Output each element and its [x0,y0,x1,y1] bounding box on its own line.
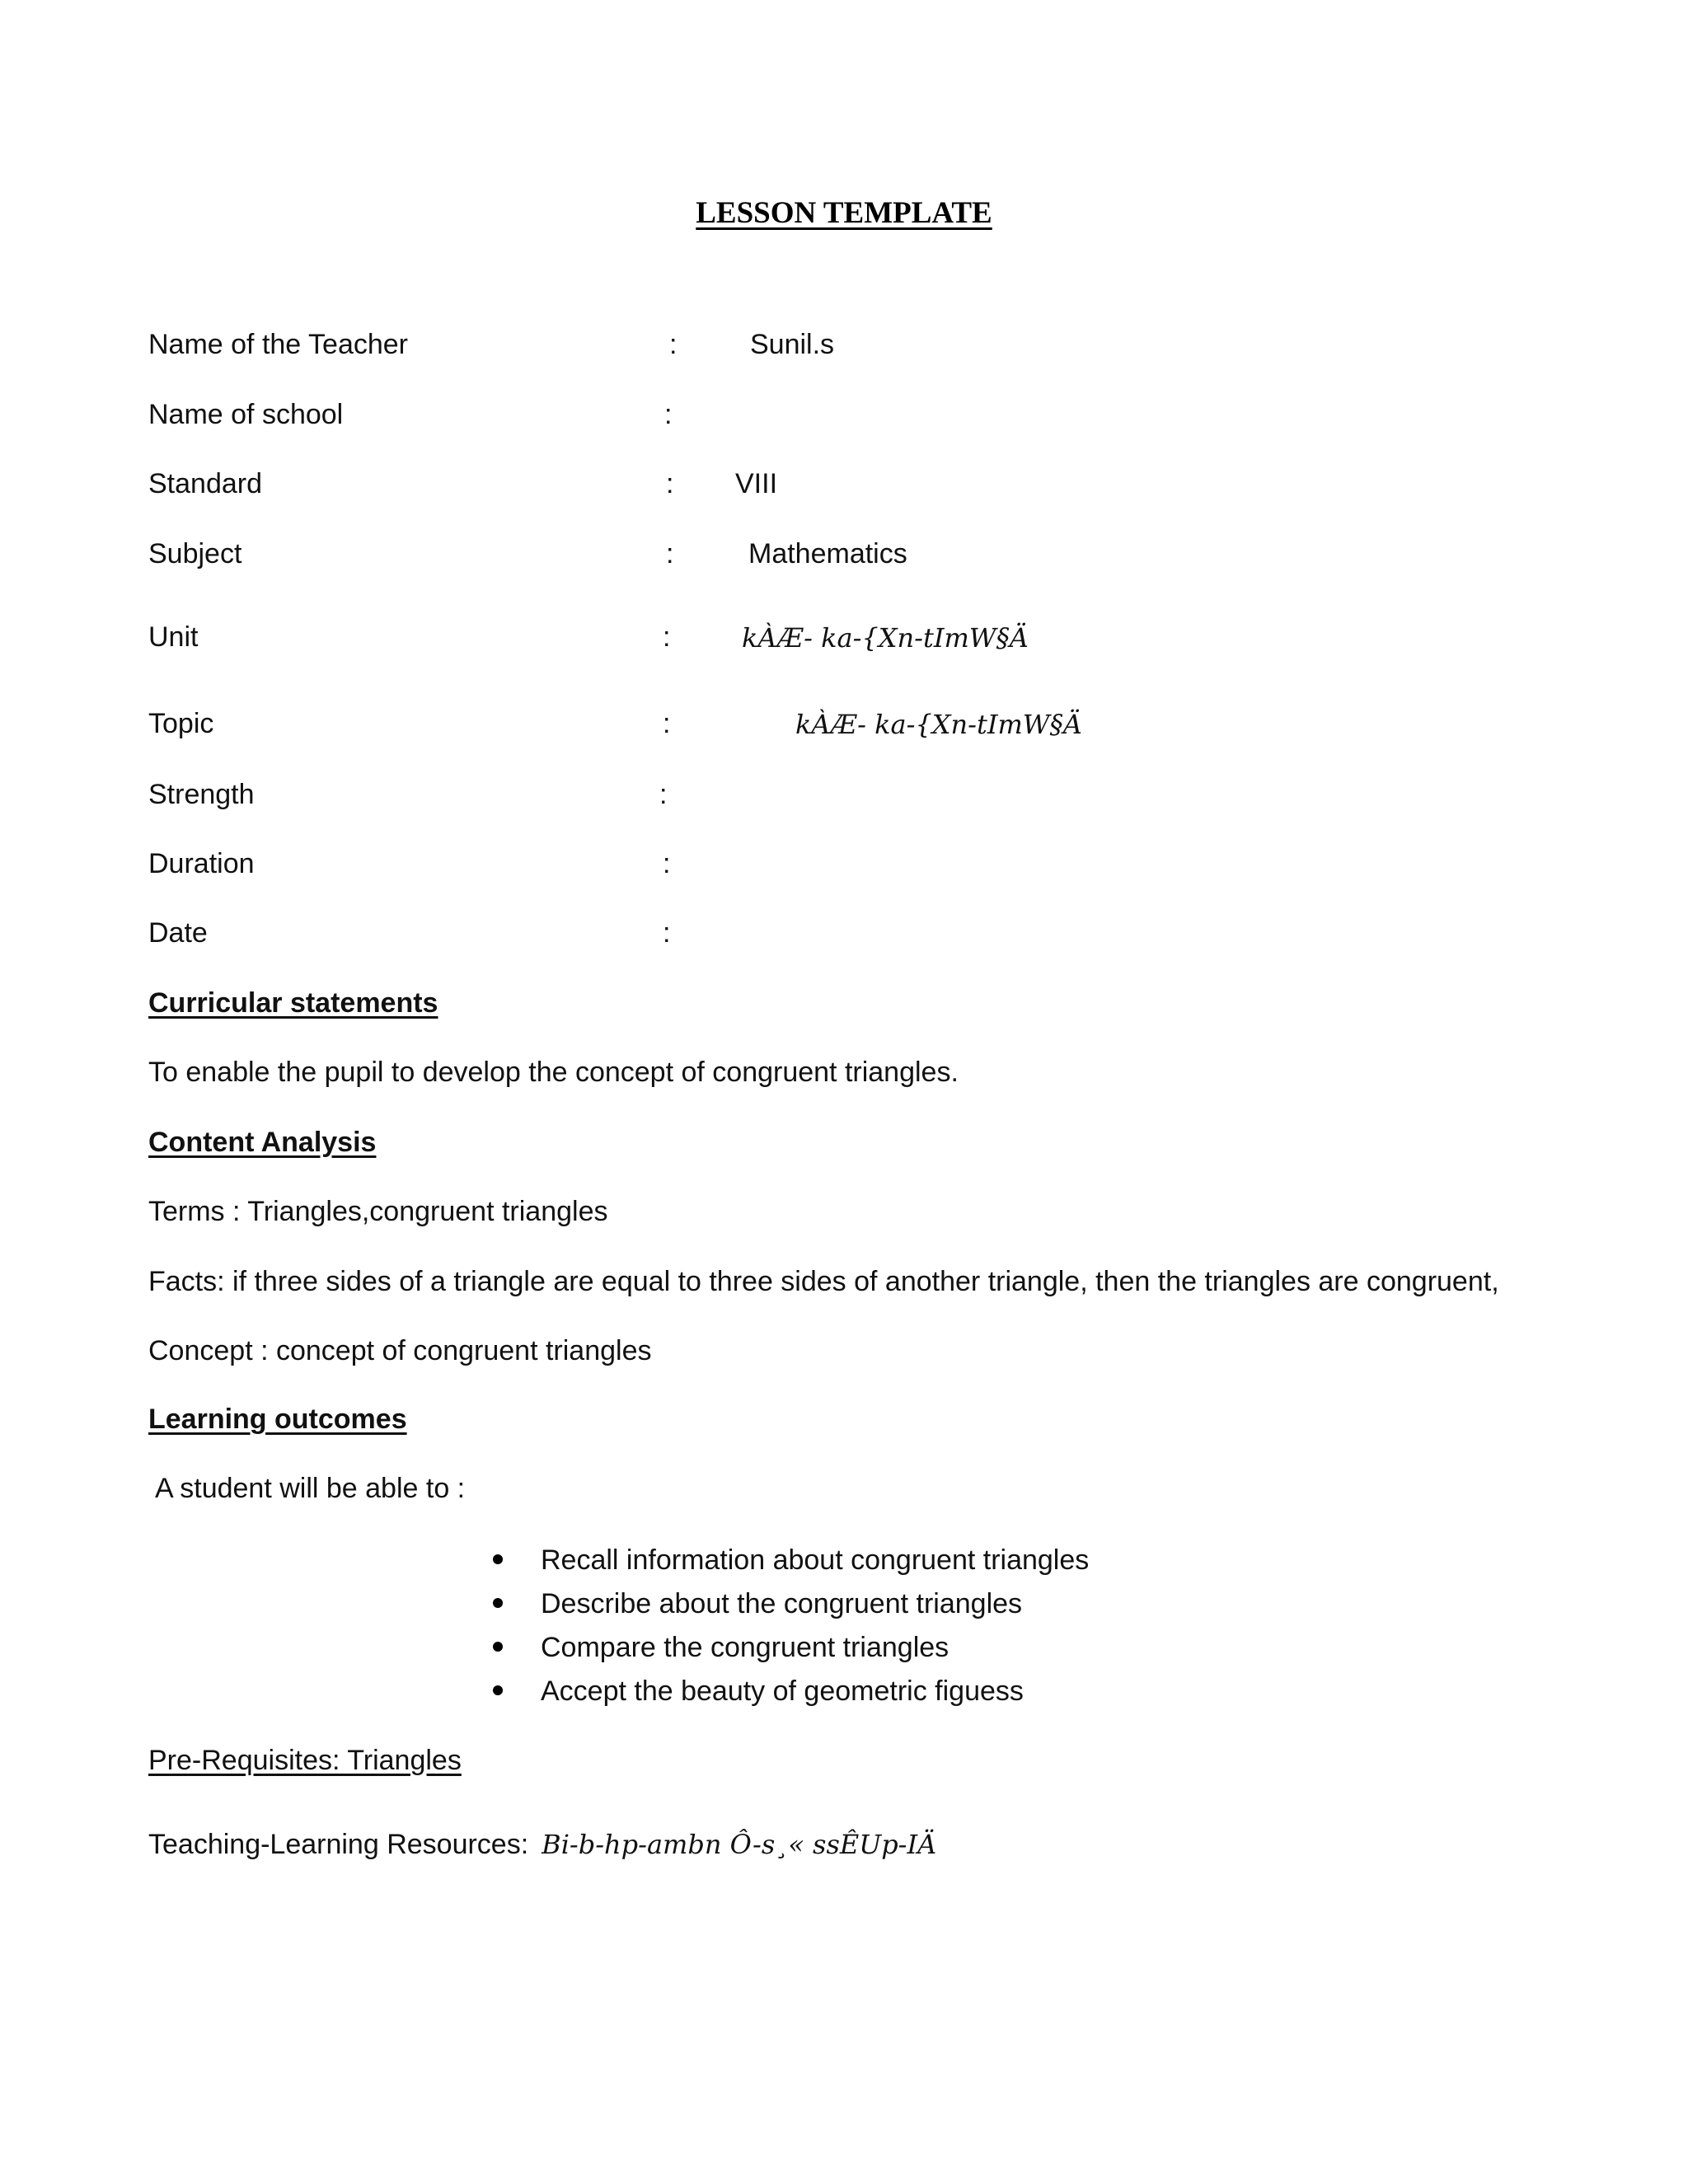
strength-colon: : [659,779,668,810]
school-colon: : [664,399,673,430]
teacher-label: Name of the Teacher [148,329,408,360]
bullet-icon [493,1598,503,1608]
topic-colon: : [663,708,671,739]
duration-colon: : [663,848,671,879]
teacher-value: Sunil.s [750,329,835,360]
topic-value: kÀÆ- ka-{Xn-tImW§Ä [795,709,1082,740]
subject-colon: : [666,538,674,569]
standard-label: Standard [148,468,262,499]
unit-label: Unit [148,621,199,653]
unit-colon: : [663,621,671,653]
resources-line [148,1829,936,1861]
prerequisites: Pre-Requisites: Triangles [148,1745,462,1776]
content-heading: Content Analysis [148,1127,377,1158]
subject-label: Subject [148,538,242,569]
outcome-text: Recall information about congruent triangles [541,1544,1090,1576]
outcome-text: Describe about the congruent triangles [541,1588,1023,1619]
outcome-text: Compare the congruent triangles [541,1632,950,1663]
teacher-colon: : [669,329,678,360]
resources-label: Teaching-Learning Resources: [148,1829,529,1860]
duration-label: Duration [148,848,255,879]
standard-value: VIII [735,468,778,499]
topic-label: Topic [148,708,214,739]
bullet-icon [493,1554,503,1564]
outcome-item [493,1675,1024,1708]
strength-label: Strength [148,779,255,810]
content-facts: Facts: if three sides of a triangle are equal to three sides of another triangle, then the triangles are congruent, [148,1266,1499,1297]
curricular-heading: Curricular statements [148,987,438,1019]
unit-value: kÀÆ- ka-{Xn-tImW§Ä [742,622,1029,654]
school-label: Name of school [148,399,344,430]
outcomes-heading: Learning outcomes [148,1404,407,1435]
content-concept: Concept : concept of congruent triangles [148,1335,652,1366]
outcome-item [493,1588,1022,1620]
date-label: Date [148,917,208,949]
bullet-icon [493,1642,503,1652]
outcome-item [493,1632,949,1664]
page-title: LESSON TEMPLATE [696,196,992,230]
outcomes-intro: A student will be able to : [155,1473,466,1504]
bullet-icon [493,1685,503,1695]
subject-value: Mathematics [748,538,907,569]
outcome-text: Accept the beauty of geometric figuess [541,1675,1024,1707]
outcome-item [493,1544,1089,1577]
date-colon: : [663,917,671,949]
content-terms: Terms : Triangles,congruent triangles [148,1196,608,1227]
standard-colon: : [666,468,674,499]
curricular-text: To enable the pupil to develop the concept of congruent triangles. [148,1057,959,1088]
resources-value: Bi-b-hp-ambn Ô-s¸« ssÊUp-IÄ [542,1829,937,1860]
